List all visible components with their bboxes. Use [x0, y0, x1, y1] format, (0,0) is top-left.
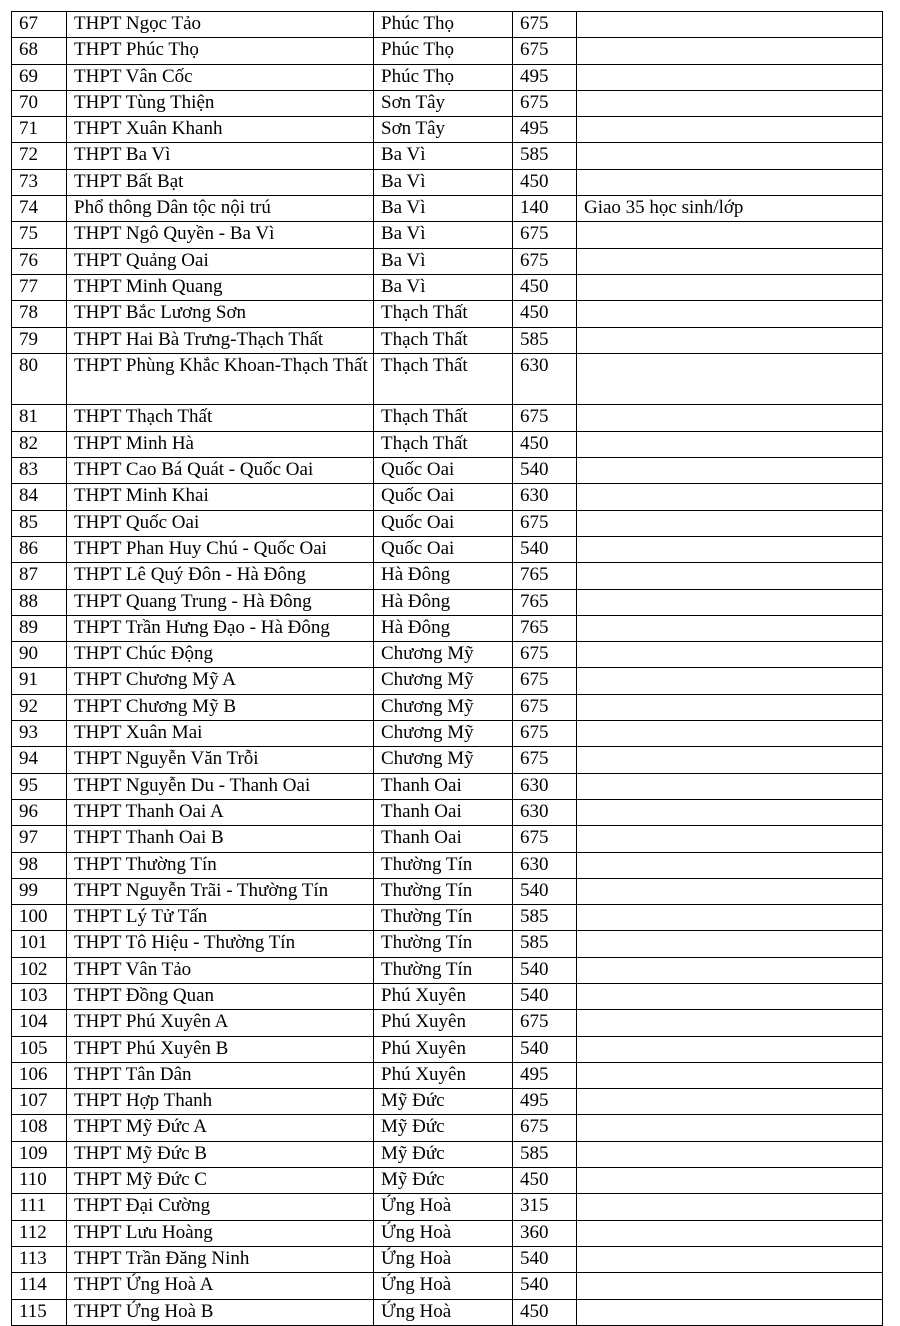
note-cell — [577, 721, 883, 747]
district-name: Sơn Tây — [374, 90, 513, 116]
school-name: THPT Quốc Oai — [67, 510, 374, 536]
district-name: Ba Vì — [374, 143, 513, 169]
district-name: Phú Xuyên — [374, 983, 513, 1009]
note-cell — [577, 1168, 883, 1194]
school-name: THPT Mỹ Đức C — [67, 1168, 374, 1194]
quota-value: 585 — [513, 143, 577, 169]
table-row — [12, 878, 883, 904]
row-number: 109 — [12, 1141, 67, 1167]
district-name: Hà Đông — [374, 563, 513, 589]
table-row — [12, 589, 883, 615]
quota-value: 675 — [513, 248, 577, 274]
table-row — [12, 117, 883, 143]
school-name: THPT Bất Bạt — [67, 169, 374, 195]
quota-value: 540 — [513, 458, 577, 484]
district-name: Thanh Oai — [374, 799, 513, 825]
district-name: Hà Đông — [374, 615, 513, 641]
district-name: Ứng Hoà — [374, 1299, 513, 1325]
district-name: Thạch Thất — [374, 353, 513, 405]
school-name: THPT Minh Quang — [67, 274, 374, 300]
quota-value: 585 — [513, 905, 577, 931]
quota-value: 630 — [513, 353, 577, 405]
district-name: Ứng Hoà — [374, 1273, 513, 1299]
note-cell — [577, 38, 883, 64]
row-number: 80 — [12, 353, 67, 405]
note-cell — [577, 878, 883, 904]
quota-value: 585 — [513, 931, 577, 957]
school-name: THPT Xuân Khanh — [67, 117, 374, 143]
school-name: THPT Ứng Hoà A — [67, 1273, 374, 1299]
quota-value: 495 — [513, 64, 577, 90]
row-number: 86 — [12, 536, 67, 562]
row-number: 114 — [12, 1273, 67, 1299]
district-name: Phú Xuyên — [374, 1036, 513, 1062]
school-name: THPT Nguyễn Văn Trỗi — [67, 747, 374, 773]
row-number: 110 — [12, 1168, 67, 1194]
table-row — [12, 1010, 883, 1036]
district-name: Quốc Oai — [374, 536, 513, 562]
note-cell: Giao 35 học sinh/lớp — [577, 196, 883, 222]
row-number: 99 — [12, 878, 67, 904]
row-number: 104 — [12, 1010, 67, 1036]
district-name: Phúc Thọ — [374, 38, 513, 64]
district-name: Thường Tín — [374, 931, 513, 957]
table-row — [12, 1246, 883, 1272]
table-row — [12, 799, 883, 825]
note-cell — [577, 327, 883, 353]
note-cell — [577, 431, 883, 457]
school-name: THPT Quang Trung - Hà Đông — [67, 589, 374, 615]
note-cell — [577, 615, 883, 641]
row-number: 71 — [12, 117, 67, 143]
school-name: THPT Tân Dân — [67, 1062, 374, 1088]
district-name: Thạch Thất — [374, 431, 513, 457]
school-name: THPT Lưu Hoàng — [67, 1220, 374, 1246]
note-cell — [577, 1089, 883, 1115]
row-number: 84 — [12, 484, 67, 510]
quota-value: 450 — [513, 1168, 577, 1194]
school-name: THPT Ba Vì — [67, 143, 374, 169]
quota-value: 450 — [513, 169, 577, 195]
note-cell — [577, 222, 883, 248]
row-number: 77 — [12, 274, 67, 300]
table-row — [12, 957, 883, 983]
note-cell — [577, 563, 883, 589]
row-number: 106 — [12, 1062, 67, 1088]
note-cell — [577, 1115, 883, 1141]
note-cell — [577, 143, 883, 169]
district-name: Thường Tín — [374, 905, 513, 931]
table-row — [12, 12, 883, 38]
school-name: THPT Trần Hưng Đạo - Hà Đông — [67, 615, 374, 641]
table-row — [12, 563, 883, 589]
table-row — [12, 248, 883, 274]
table-row — [12, 143, 883, 169]
note-cell — [577, 799, 883, 825]
note-cell — [577, 1220, 883, 1246]
note-cell — [577, 64, 883, 90]
school-name: THPT Lê Quý Đôn - Hà Đông — [67, 563, 374, 589]
table-row — [12, 38, 883, 64]
row-number: 101 — [12, 931, 67, 957]
table-row — [12, 747, 883, 773]
quota-value: 675 — [513, 721, 577, 747]
note-cell — [577, 983, 883, 1009]
school-name: THPT Bắc Lương Sơn — [67, 301, 374, 327]
district-name: Thường Tín — [374, 957, 513, 983]
table-row — [12, 196, 883, 222]
quota-value: 360 — [513, 1220, 577, 1246]
school-name: THPT Thanh Oai A — [67, 799, 374, 825]
row-number: 83 — [12, 458, 67, 484]
note-cell — [577, 1273, 883, 1299]
note-cell — [577, 301, 883, 327]
table-row — [12, 431, 883, 457]
note-cell — [577, 274, 883, 300]
row-number: 93 — [12, 721, 67, 747]
quota-value: 675 — [513, 12, 577, 38]
table-row — [12, 1194, 883, 1220]
district-name: Quốc Oai — [374, 510, 513, 536]
table-row — [12, 536, 883, 562]
quota-value: 495 — [513, 117, 577, 143]
quota-value: 675 — [513, 826, 577, 852]
table-row — [12, 905, 883, 931]
district-name: Phú Xuyên — [374, 1062, 513, 1088]
table-row — [12, 90, 883, 116]
quota-value: 540 — [513, 983, 577, 1009]
district-name: Thường Tín — [374, 878, 513, 904]
row-number: 96 — [12, 799, 67, 825]
quota-value: 765 — [513, 589, 577, 615]
school-name: THPT Cao Bá Quát - Quốc Oai — [67, 458, 374, 484]
district-name: Thanh Oai — [374, 773, 513, 799]
district-name: Phú Xuyên — [374, 1010, 513, 1036]
district-name: Phúc Thọ — [374, 64, 513, 90]
school-name: THPT Đồng Quan — [67, 983, 374, 1009]
school-name: THPT Đại Cường — [67, 1194, 374, 1220]
table-row — [12, 694, 883, 720]
school-name: THPT Xuân Mai — [67, 721, 374, 747]
quota-value: 585 — [513, 1141, 577, 1167]
row-number: 73 — [12, 169, 67, 195]
school-name: THPT Minh Hà — [67, 431, 374, 457]
row-number: 107 — [12, 1089, 67, 1115]
row-number: 72 — [12, 143, 67, 169]
district-name: Ba Vì — [374, 222, 513, 248]
note-cell — [577, 510, 883, 536]
district-name: Hà Đông — [374, 589, 513, 615]
row-number: 76 — [12, 248, 67, 274]
note-cell — [577, 905, 883, 931]
table-row — [12, 642, 883, 668]
school-name: THPT Quảng Oai — [67, 248, 374, 274]
school-name: THPT Nguyễn Du - Thanh Oai — [67, 773, 374, 799]
row-number: 97 — [12, 826, 67, 852]
note-cell — [577, 852, 883, 878]
note-cell — [577, 931, 883, 957]
table-row — [12, 1036, 883, 1062]
note-cell — [577, 1246, 883, 1272]
district-name: Ba Vì — [374, 169, 513, 195]
quota-value: 450 — [513, 431, 577, 457]
district-name: Thạch Thất — [374, 405, 513, 431]
quota-value: 540 — [513, 1036, 577, 1062]
table-row — [12, 327, 883, 353]
row-number: 108 — [12, 1115, 67, 1141]
quota-value: 540 — [513, 878, 577, 904]
quota-value: 675 — [513, 222, 577, 248]
table-row — [12, 458, 883, 484]
row-number: 100 — [12, 905, 67, 931]
row-number: 115 — [12, 1299, 67, 1325]
quota-value: 450 — [513, 301, 577, 327]
row-number: 105 — [12, 1036, 67, 1062]
quota-value: 140 — [513, 196, 577, 222]
quota-value: 630 — [513, 799, 577, 825]
row-number: 94 — [12, 747, 67, 773]
quota-value: 450 — [513, 1299, 577, 1325]
quota-value: 675 — [513, 668, 577, 694]
row-number: 67 — [12, 12, 67, 38]
school-name: Phổ thông Dân tộc nội trú — [67, 196, 374, 222]
district-name: Chương Mỹ — [374, 668, 513, 694]
row-number: 98 — [12, 852, 67, 878]
district-name: Chương Mỹ — [374, 721, 513, 747]
table-row — [12, 1089, 883, 1115]
quota-value: 675 — [513, 1010, 577, 1036]
note-cell — [577, 1141, 883, 1167]
row-number: 91 — [12, 668, 67, 694]
row-number: 111 — [12, 1194, 67, 1220]
school-name: THPT Tùng Thiện — [67, 90, 374, 116]
row-number: 75 — [12, 222, 67, 248]
note-cell — [577, 117, 883, 143]
row-number: 74 — [12, 196, 67, 222]
school-name: THPT Tô Hiệu - Thường Tín — [67, 931, 374, 957]
district-name: Mỹ Đức — [374, 1168, 513, 1194]
quota-value: 675 — [513, 642, 577, 668]
note-cell — [577, 694, 883, 720]
note-cell — [577, 484, 883, 510]
quota-value: 630 — [513, 852, 577, 878]
school-name: THPT Thạch Thất — [67, 405, 374, 431]
table-row — [12, 301, 883, 327]
row-number: 112 — [12, 1220, 67, 1246]
note-cell — [577, 1062, 883, 1088]
district-name: Chương Mỹ — [374, 642, 513, 668]
row-number: 69 — [12, 64, 67, 90]
school-name: THPT Mỹ Đức A — [67, 1115, 374, 1141]
note-cell — [577, 1299, 883, 1325]
note-cell — [577, 957, 883, 983]
table-row — [12, 510, 883, 536]
note-cell — [577, 668, 883, 694]
school-name: THPT Chúc Động — [67, 642, 374, 668]
row-number: 68 — [12, 38, 67, 64]
row-number: 113 — [12, 1246, 67, 1272]
row-number: 81 — [12, 405, 67, 431]
table-row — [12, 274, 883, 300]
table-row — [12, 615, 883, 641]
district-name: Quốc Oai — [374, 484, 513, 510]
note-cell — [577, 747, 883, 773]
school-name: THPT Phan Huy Chú - Quốc Oai — [67, 536, 374, 562]
district-name: Phúc Thọ — [374, 12, 513, 38]
table-row — [12, 931, 883, 957]
school-name: THPT Hợp Thanh — [67, 1089, 374, 1115]
school-name: THPT Thường Tín — [67, 852, 374, 878]
note-cell — [577, 458, 883, 484]
quota-value: 675 — [513, 90, 577, 116]
note-cell — [577, 536, 883, 562]
table-row — [12, 1141, 883, 1167]
table-row — [12, 773, 883, 799]
table-row — [12, 1220, 883, 1246]
school-name: THPT Phùng Khắc Khoan-Thạch Thất — [67, 353, 374, 405]
table-body — [12, 12, 883, 1326]
school-name: THPT Thanh Oai B — [67, 826, 374, 852]
row-number: 89 — [12, 615, 67, 641]
quota-value: 450 — [513, 274, 577, 300]
table-row — [12, 405, 883, 431]
quota-value: 675 — [513, 694, 577, 720]
quota-value: 585 — [513, 327, 577, 353]
note-cell — [577, 773, 883, 799]
quota-value: 765 — [513, 615, 577, 641]
note-cell — [577, 589, 883, 615]
table-row — [12, 826, 883, 852]
quota-value: 675 — [513, 38, 577, 64]
row-number: 78 — [12, 301, 67, 327]
school-name: THPT Hai Bà Trưng-Thạch Thất — [67, 327, 374, 353]
row-number: 90 — [12, 642, 67, 668]
district-name: Ba Vì — [374, 248, 513, 274]
note-cell — [577, 90, 883, 116]
district-name: Ba Vì — [374, 274, 513, 300]
school-name: THPT Vân Cốc — [67, 64, 374, 90]
table-row — [12, 721, 883, 747]
table-row — [12, 1062, 883, 1088]
school-name: THPT Chương Mỹ A — [67, 668, 374, 694]
table-row — [12, 852, 883, 878]
note-cell — [577, 642, 883, 668]
table-row — [12, 983, 883, 1009]
quota-value: 765 — [513, 563, 577, 589]
district-name: Quốc Oai — [374, 458, 513, 484]
quota-value: 540 — [513, 1246, 577, 1272]
school-name: THPT Ngô Quyền - Ba Vì — [67, 222, 374, 248]
school-name: THPT Lý Tử Tấn — [67, 905, 374, 931]
note-cell — [577, 169, 883, 195]
district-name: Mỹ Đức — [374, 1115, 513, 1141]
table-row — [12, 64, 883, 90]
school-name: THPT Trần Đăng Ninh — [67, 1246, 374, 1272]
school-name: THPT Phú Xuyên A — [67, 1010, 374, 1036]
district-name: Thạch Thất — [374, 301, 513, 327]
row-number: 95 — [12, 773, 67, 799]
district-name: Chương Mỹ — [374, 747, 513, 773]
quota-value: 495 — [513, 1089, 577, 1115]
district-name: Thạch Thất — [374, 327, 513, 353]
quota-value: 675 — [513, 747, 577, 773]
quota-value: 675 — [513, 1115, 577, 1141]
note-cell — [577, 1036, 883, 1062]
row-number: 85 — [12, 510, 67, 536]
district-name: Chương Mỹ — [374, 694, 513, 720]
school-name: THPT Chương Mỹ B — [67, 694, 374, 720]
row-number: 87 — [12, 563, 67, 589]
table-row — [12, 1168, 883, 1194]
district-name: Ứng Hoà — [374, 1246, 513, 1272]
row-number: 88 — [12, 589, 67, 615]
school-name: THPT Ngọc Tảo — [67, 12, 374, 38]
note-cell — [577, 1010, 883, 1036]
table-row — [12, 1273, 883, 1299]
district-name: Ứng Hoà — [374, 1194, 513, 1220]
table-row — [12, 668, 883, 694]
table-row — [12, 1299, 883, 1325]
school-name: THPT Phúc Thọ — [67, 38, 374, 64]
district-name: Thanh Oai — [374, 826, 513, 852]
quota-value: 540 — [513, 536, 577, 562]
school-name: THPT Nguyễn Trãi - Thường Tín — [67, 878, 374, 904]
school-name: THPT Phú Xuyên B — [67, 1036, 374, 1062]
note-cell — [577, 353, 883, 405]
school-name: THPT Mỹ Đức B — [67, 1141, 374, 1167]
quota-value: 315 — [513, 1194, 577, 1220]
quota-value: 540 — [513, 957, 577, 983]
district-name: Mỹ Đức — [374, 1089, 513, 1115]
table-row — [12, 484, 883, 510]
quota-value: 675 — [513, 405, 577, 431]
district-name: Ba Vì — [374, 196, 513, 222]
district-name: Sơn Tây — [374, 117, 513, 143]
note-cell — [577, 1194, 883, 1220]
quota-value: 630 — [513, 484, 577, 510]
note-cell — [577, 248, 883, 274]
table-row — [12, 222, 883, 248]
table-row — [12, 169, 883, 195]
row-number: 79 — [12, 327, 67, 353]
quota-value: 630 — [513, 773, 577, 799]
row-number: 82 — [12, 431, 67, 457]
quota-value: 495 — [513, 1062, 577, 1088]
school-name: THPT Vân Tảo — [67, 957, 374, 983]
row-number: 103 — [12, 983, 67, 1009]
district-name: Ứng Hoà — [374, 1220, 513, 1246]
school-quota-table — [11, 11, 883, 1326]
note-cell — [577, 12, 883, 38]
row-number: 70 — [12, 90, 67, 116]
table-row — [12, 1115, 883, 1141]
quota-value: 675 — [513, 510, 577, 536]
note-cell — [577, 405, 883, 431]
row-number: 92 — [12, 694, 67, 720]
quota-value: 540 — [513, 1273, 577, 1299]
district-name: Thường Tín — [374, 852, 513, 878]
row-number: 102 — [12, 957, 67, 983]
school-name: THPT Ứng Hoà B — [67, 1299, 374, 1325]
district-name: Mỹ Đức — [374, 1141, 513, 1167]
table-row — [12, 353, 883, 405]
school-name: THPT Minh Khai — [67, 484, 374, 510]
note-cell — [577, 826, 883, 852]
